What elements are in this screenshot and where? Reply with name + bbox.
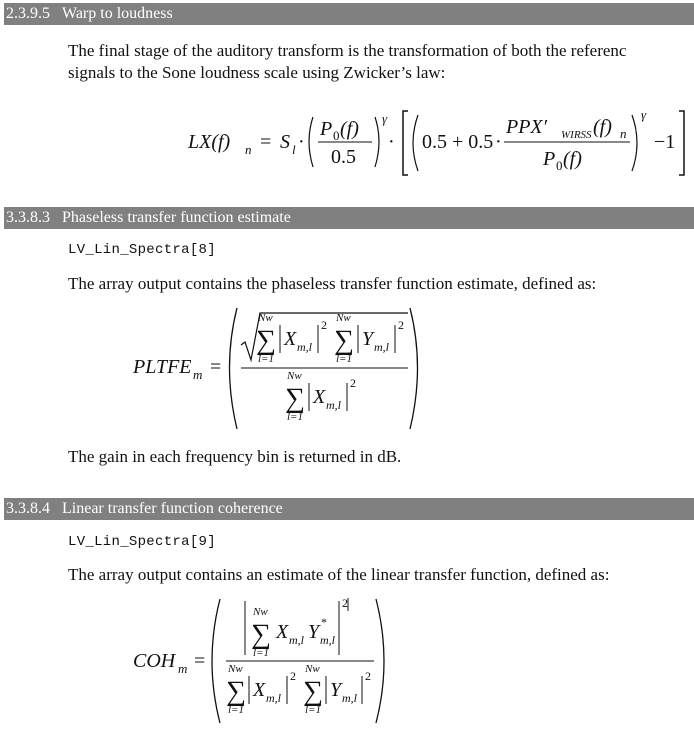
eq-ppx: PPX′ <box>506 116 548 138</box>
sum-lower: l=1 <box>228 704 244 716</box>
eq-lhs: PLTFE <box>133 356 192 378</box>
paragraph-line: signals to the Sone loudness scale using Zwicker’s law: <box>68 63 446 82</box>
eq-p0: P <box>320 118 333 140</box>
sigma-symbol: ∑ <box>256 325 276 356</box>
eq-const: 0.5 + 0.5 <box>422 131 494 153</box>
eq-equals: = <box>260 131 272 153</box>
sum-lower: l=1 <box>305 704 321 716</box>
eq-equals: = <box>210 356 222 378</box>
var-x: X <box>313 386 326 408</box>
eq-dot: · <box>495 131 502 153</box>
var-sub: m,l <box>342 691 357 705</box>
eq-lhs-sub: m <box>193 367 203 382</box>
eq-ppx-arg: (f) <box>593 116 612 138</box>
eq-p0-arg: (f) <box>340 118 359 140</box>
sum-lower: l=1 <box>258 353 274 365</box>
pltfe-equation <box>0 305 694 435</box>
sigma-symbol: ∑ <box>334 325 354 356</box>
paren-right <box>410 308 418 429</box>
paren-left <box>309 117 313 167</box>
paragraph: The array output contains an estimate of the linear transfer function, defined as: <box>68 565 610 584</box>
eq-lhs: LX(f) <box>188 131 231 153</box>
eq-gamma: γ <box>382 111 388 126</box>
exp-2: 2 <box>350 376 356 390</box>
coh-equation <box>0 595 694 730</box>
eq-half: 0.5 <box>331 146 356 168</box>
exp-2: 2 <box>342 596 348 610</box>
paren-left <box>212 599 220 723</box>
bracket-right <box>679 111 684 175</box>
var-sub: m,l <box>320 633 335 647</box>
eq-p0-sub: 0 <box>333 128 340 143</box>
eq-ppx-arg-sub: n <box>620 126 627 141</box>
section-title: Phaseless transfer function estimate <box>62 209 291 226</box>
sum-upper: Nw <box>258 312 273 324</box>
var-sub: m,l <box>374 340 389 354</box>
eq-gamma: γ <box>641 107 647 122</box>
loudness-equation <box>0 105 694 185</box>
conj-star: * <box>321 615 327 629</box>
var-y: Y <box>362 328 374 350</box>
sum-upper: Nw <box>287 370 302 382</box>
var-sub: m,l <box>266 691 281 705</box>
sum-lower: l=1 <box>253 647 269 659</box>
eq-p0: P <box>543 148 556 170</box>
section-number: 3.3.8.4 <box>6 500 50 517</box>
eq-lhs: COH <box>133 650 176 672</box>
var-x: X <box>284 328 297 350</box>
code-reference: LV_Lin_Spectra[8] <box>68 242 216 258</box>
var-y: Y <box>330 679 342 701</box>
section-number: 2.3.9.5 <box>6 5 50 22</box>
sum-lower: l=1 <box>287 411 303 423</box>
sigma-symbol: ∑ <box>251 619 271 650</box>
eq-p0-sub: 0 <box>556 158 563 173</box>
eq-equals: = <box>194 650 206 672</box>
section-title: Linear transfer function coherence <box>62 500 283 517</box>
eq-p0-arg: (f) <box>563 148 582 170</box>
paren-left <box>413 115 418 171</box>
paragraph-line: The final stage of the auditory transform is the transformation of both the referenc <box>68 41 627 60</box>
var-sub: m,l <box>326 398 341 412</box>
exp-2: 2 <box>321 318 327 332</box>
exp-2: 2 <box>290 669 296 683</box>
sigma-symbol: ∑ <box>285 383 305 414</box>
sigma-symbol: ∑ <box>303 676 323 707</box>
sigma-symbol: ∑ <box>226 676 246 707</box>
var-y: Y <box>308 621 320 643</box>
var-sub: m,l <box>297 340 312 354</box>
section-header-2-3-9-5 <box>4 3 694 25</box>
section-number: 3.3.8.3 <box>6 209 50 226</box>
eq-lhs-sub: n <box>245 142 252 157</box>
sum-upper: Nw <box>228 663 243 675</box>
paren-right <box>375 117 379 167</box>
section-header-3-3-8-4 <box>4 498 694 520</box>
paren-right <box>632 115 637 171</box>
bracket-left <box>403 111 408 175</box>
section-title: Warp to loudness <box>62 5 173 22</box>
paragraph: The array output contains the phaseless transfer function estimate, defined as: <box>68 274 597 293</box>
sum-lower: l=1 <box>336 353 352 365</box>
eq-ppx-sub: WIRSS <box>561 129 592 141</box>
paren-left <box>230 308 238 429</box>
paragraph: The gain in each frequency bin is returned in dB. <box>68 447 402 466</box>
sum-upper: Nw <box>305 663 320 675</box>
eq-s: S <box>280 131 290 153</box>
sum-upper: Nw <box>336 312 351 324</box>
code-reference: LV_Lin_Spectra[9] <box>68 534 216 550</box>
eq-dot: · <box>298 131 305 153</box>
sum-upper: Nw <box>253 606 268 618</box>
eq-lhs-sub: m <box>178 661 188 676</box>
exp-2: 2 <box>398 318 404 332</box>
eq-s-sub: l <box>292 142 296 157</box>
exp-2: 2 <box>365 669 371 683</box>
section-header-3-3-8-3 <box>4 207 694 229</box>
var-sub: m,l <box>289 633 304 647</box>
paren-right <box>376 599 384 723</box>
var-x: X <box>253 679 266 701</box>
var-x: X <box>276 621 289 643</box>
eq-minus-one: −1 <box>654 131 676 153</box>
eq-dot: · <box>388 131 395 153</box>
